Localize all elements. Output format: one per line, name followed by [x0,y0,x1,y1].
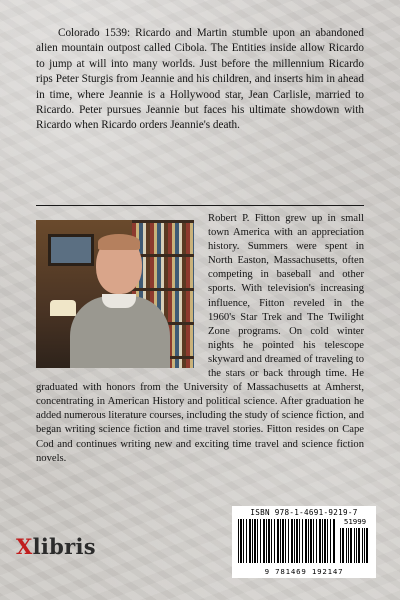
author-photo [36,220,194,368]
author-bio-section [36,212,364,466]
price-code: 51999 [343,517,367,526]
wall-picture [48,234,94,266]
barcode-digits: 9 781469 192147 [264,567,344,576]
author-hair [98,234,140,250]
section-divider [36,205,364,206]
barcode-bars [238,519,336,563]
publisher-logo-name: libris [32,534,96,559]
book-blurb: Colorado 1539: Ricardo and Martin stumble upon an abandoned alien mountain outpost called Cibola. The Entities inside allow Ricardo to jump at will into many worlds. Just before the millennium Ricardo rips Peter Sturgis from Jeannie and his children, and inserts him in ahead in time, where Jeannie is a Hollywood star, Jean Carlisle, married to Ricardo. Peter pursues Jeannie but faces his ultimate showdown with Ricardo when Ricardo orders Jeannie's death. [36,27,364,132]
isbn-barcode [232,506,376,578]
publisher-logo [16,534,96,559]
author-bio: Robert P. Fitton grew up in small town America with an appreciation history. Summers were spent in North Easton, Massachusetts, often competing in baseball and other sports. With television's increasing influence, Fitton reveled in the 1960's Star Trek and The Twilight Zone programs. On cold winter nights he pointed his telescope skyward and dreamed of traveling to the stars or back through time. He graduated with honors from the University of Massachusetts at Amherst, concentrating in American History and political science. After graduation he added numerous literature courses, including the study of science fiction, and began writing science fiction and time travel stories. Fitton resides on Cape Cod and continues writing new and exciting time travel and science fiction novels. [36,213,364,464]
publisher-logo-initial: X [16,534,33,559]
isbn-label: ISBN 978-1-4691-9219-7 [250,508,358,517]
price-barcode-bars [340,528,370,563]
lamp [50,300,76,316]
shirt-collar [102,294,136,308]
